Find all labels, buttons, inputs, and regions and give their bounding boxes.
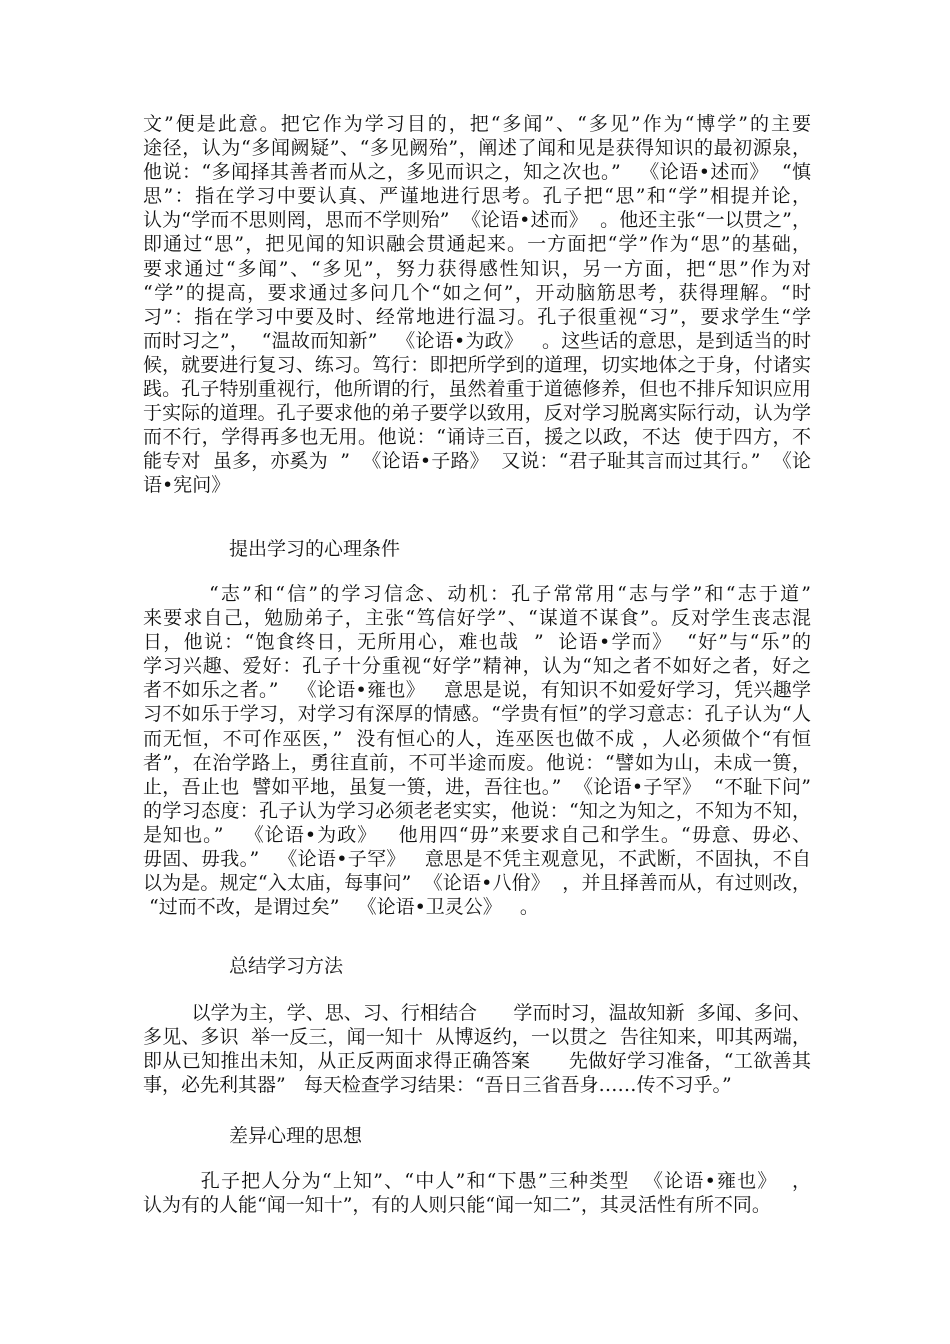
section-heading-psychological-conditions: 提出学习的心理条件 <box>229 538 401 560</box>
paragraph-individual-differences <box>143 1169 811 1217</box>
text-line: 习不如乐于学习，对学习有深厚的情感。“学贵有恒”的学习意志：孔子认为“人 <box>143 703 811 726</box>
text-line: 毋固、毋我。” 《论语•子罕》 意思是不凭主观意见，不武断，不固执，不自 <box>143 848 811 871</box>
text-line: “学”的提高，要求通过多问几个“如之何”，开动脑筋思考，获得理解。“时 <box>143 281 811 304</box>
text-line: 事，必先利其器” 每天检查学习结果：“吾日三省吾身……传不习乎。” <box>143 1074 732 1097</box>
text-line: 能专对 虽多，亦奚为 ” 《论语•子路》 又说：“君子耻其言而过其行。” 《论 <box>143 450 811 473</box>
text-line: 者不如乐之者。” 《论语•雍也》 意思是说，有知识不如爱好学习，凭兴趣学 <box>143 679 811 702</box>
section-heading-individual-differences: 差异心理的思想 <box>229 1125 363 1147</box>
text-line: 而不行，学得再多也无用。他说：“诵诗三百，援之以政，不达 使于四方，不 <box>143 426 811 449</box>
text-line: 是知也。” 《论语•为政》 他用四“毋”来要求自己和学生。“毋意、毋必、 <box>143 823 811 846</box>
text-line: 他说：“多闻择其善者而从之，多见而识之，知之次也。” 《论语•述而》 “慎 <box>143 161 811 184</box>
text-line: 候，就要进行复习、练习。笃行：即把所学到的道理，切实地体之于身，付诸实 <box>143 353 811 376</box>
text-line: “过而不改，是谓过矣” 《论语•卫灵公》 。 <box>143 896 539 919</box>
text-line: 认为有的人能“闻一知十”，有的人则只能“闻一知二”，其灵活性有所不同。 <box>143 1194 771 1217</box>
text-line: 来要求自己，勉励弟子，主张“笃信好学”、“谋道不谋食”。反对学生丧志混 <box>143 607 811 630</box>
text-line: 孔子把人分为“上知”、“中人”和“下愚”三种类型 《论语•雍也》 ， <box>143 1170 811 1192</box>
section-heading-learning-methods: 总结学习方法 <box>229 955 344 977</box>
text-line: 思”：指在学习中要认真、严谨地进行思考。孔子把“思”和“学”相提并论， <box>143 185 811 208</box>
paragraph-psychological-conditions <box>143 582 811 919</box>
text-line: 止，吾止也 譬如平地，虽复一篑，进，吾往也。” 《论语•子罕》 “不耻下问” <box>143 775 811 798</box>
text-line: 要求通过“多闻”、“多见”，努力获得感性知识，另一方面，把“思”作为对 <box>143 257 811 280</box>
text-line: 者”，在治学路上，勇往直前，不可半途而废。他说：“譬如为山，未成一篑， <box>143 751 811 774</box>
text-line: 途径，认为“多闻阙疑”、“多见阙殆”，阐述了闻和见是获得知识的最初源泉， <box>143 137 811 160</box>
paragraph-learning-methods <box>143 1001 811 1097</box>
text-line: 日，他说：“饱食终日，无所用心，难也哉 ” 论语•学而》 “好”与“乐”的 <box>143 631 811 654</box>
text-line: 学习兴趣、爱好：孔子十分重视“好学”精神，认为“知之者不如好之者，好之 <box>143 655 811 678</box>
text-line: 文”便是此意。把它作为学习目的，把“多闻”、“多见”作为“博学”的主要 <box>143 113 811 135</box>
text-line: 认为“学而不思则罔，思而不学则殆” 《论语•述而》 。他还主张“一以贯之”， <box>143 209 811 232</box>
text-line: 即通过“思”，把见闻的知识融会贯通起来。一方面把“学”作为“思”的基础， <box>143 233 811 256</box>
text-line: 的学习态度：孔子认为学习必须老老实实，他说：“知之为知之，不知为不知， <box>143 799 811 822</box>
text-line: 践。孔子特别重视行，他所谓的行，虽然着重于道德修养，但也不排斥知识应用 <box>143 378 811 401</box>
text-line: 多见、多识 举一反三，闻一知十 从博返约，一以贯之 告往知来，叩其两端， <box>143 1026 811 1049</box>
text-line: 即从已知推出未知，从正反两面求得正确答案 先做好学习准备，“工欲善其 <box>143 1050 811 1073</box>
text-line: 语•宪问》 <box>143 474 231 497</box>
text-line: 习”：指在学习中要及时、经常地进行温习。孔子很重视“习”，要求学生“学 <box>143 305 811 328</box>
text-line: 以为是。规定“入太庙，每事问” 《论语•八佾》 ，并且择善而从，有过则改， <box>143 872 811 895</box>
text-line: 以学为主，学、思、习、行相结合 学而时习，温故知新 多闻、多问、 <box>143 1002 811 1024</box>
text-line: 于实际的道理。孔子要求他的弟子要学以致用，反对学习脱离实际行动，认为学 <box>143 402 811 425</box>
paragraph-learning-steps <box>143 112 811 498</box>
text-line: “志”和“信”的学习信念、动机：孔子常常用“志与学”和“志于道” <box>143 583 811 605</box>
text-line: 而时习之”， “温故而知新” 《论语•为政》 。这些话的意思，是到适当的时 <box>143 329 811 352</box>
text-line: 而无恒，不可作巫医，” 没有恒心的人，连巫医也做不成 ，人必须做个“有恒 <box>143 727 811 750</box>
